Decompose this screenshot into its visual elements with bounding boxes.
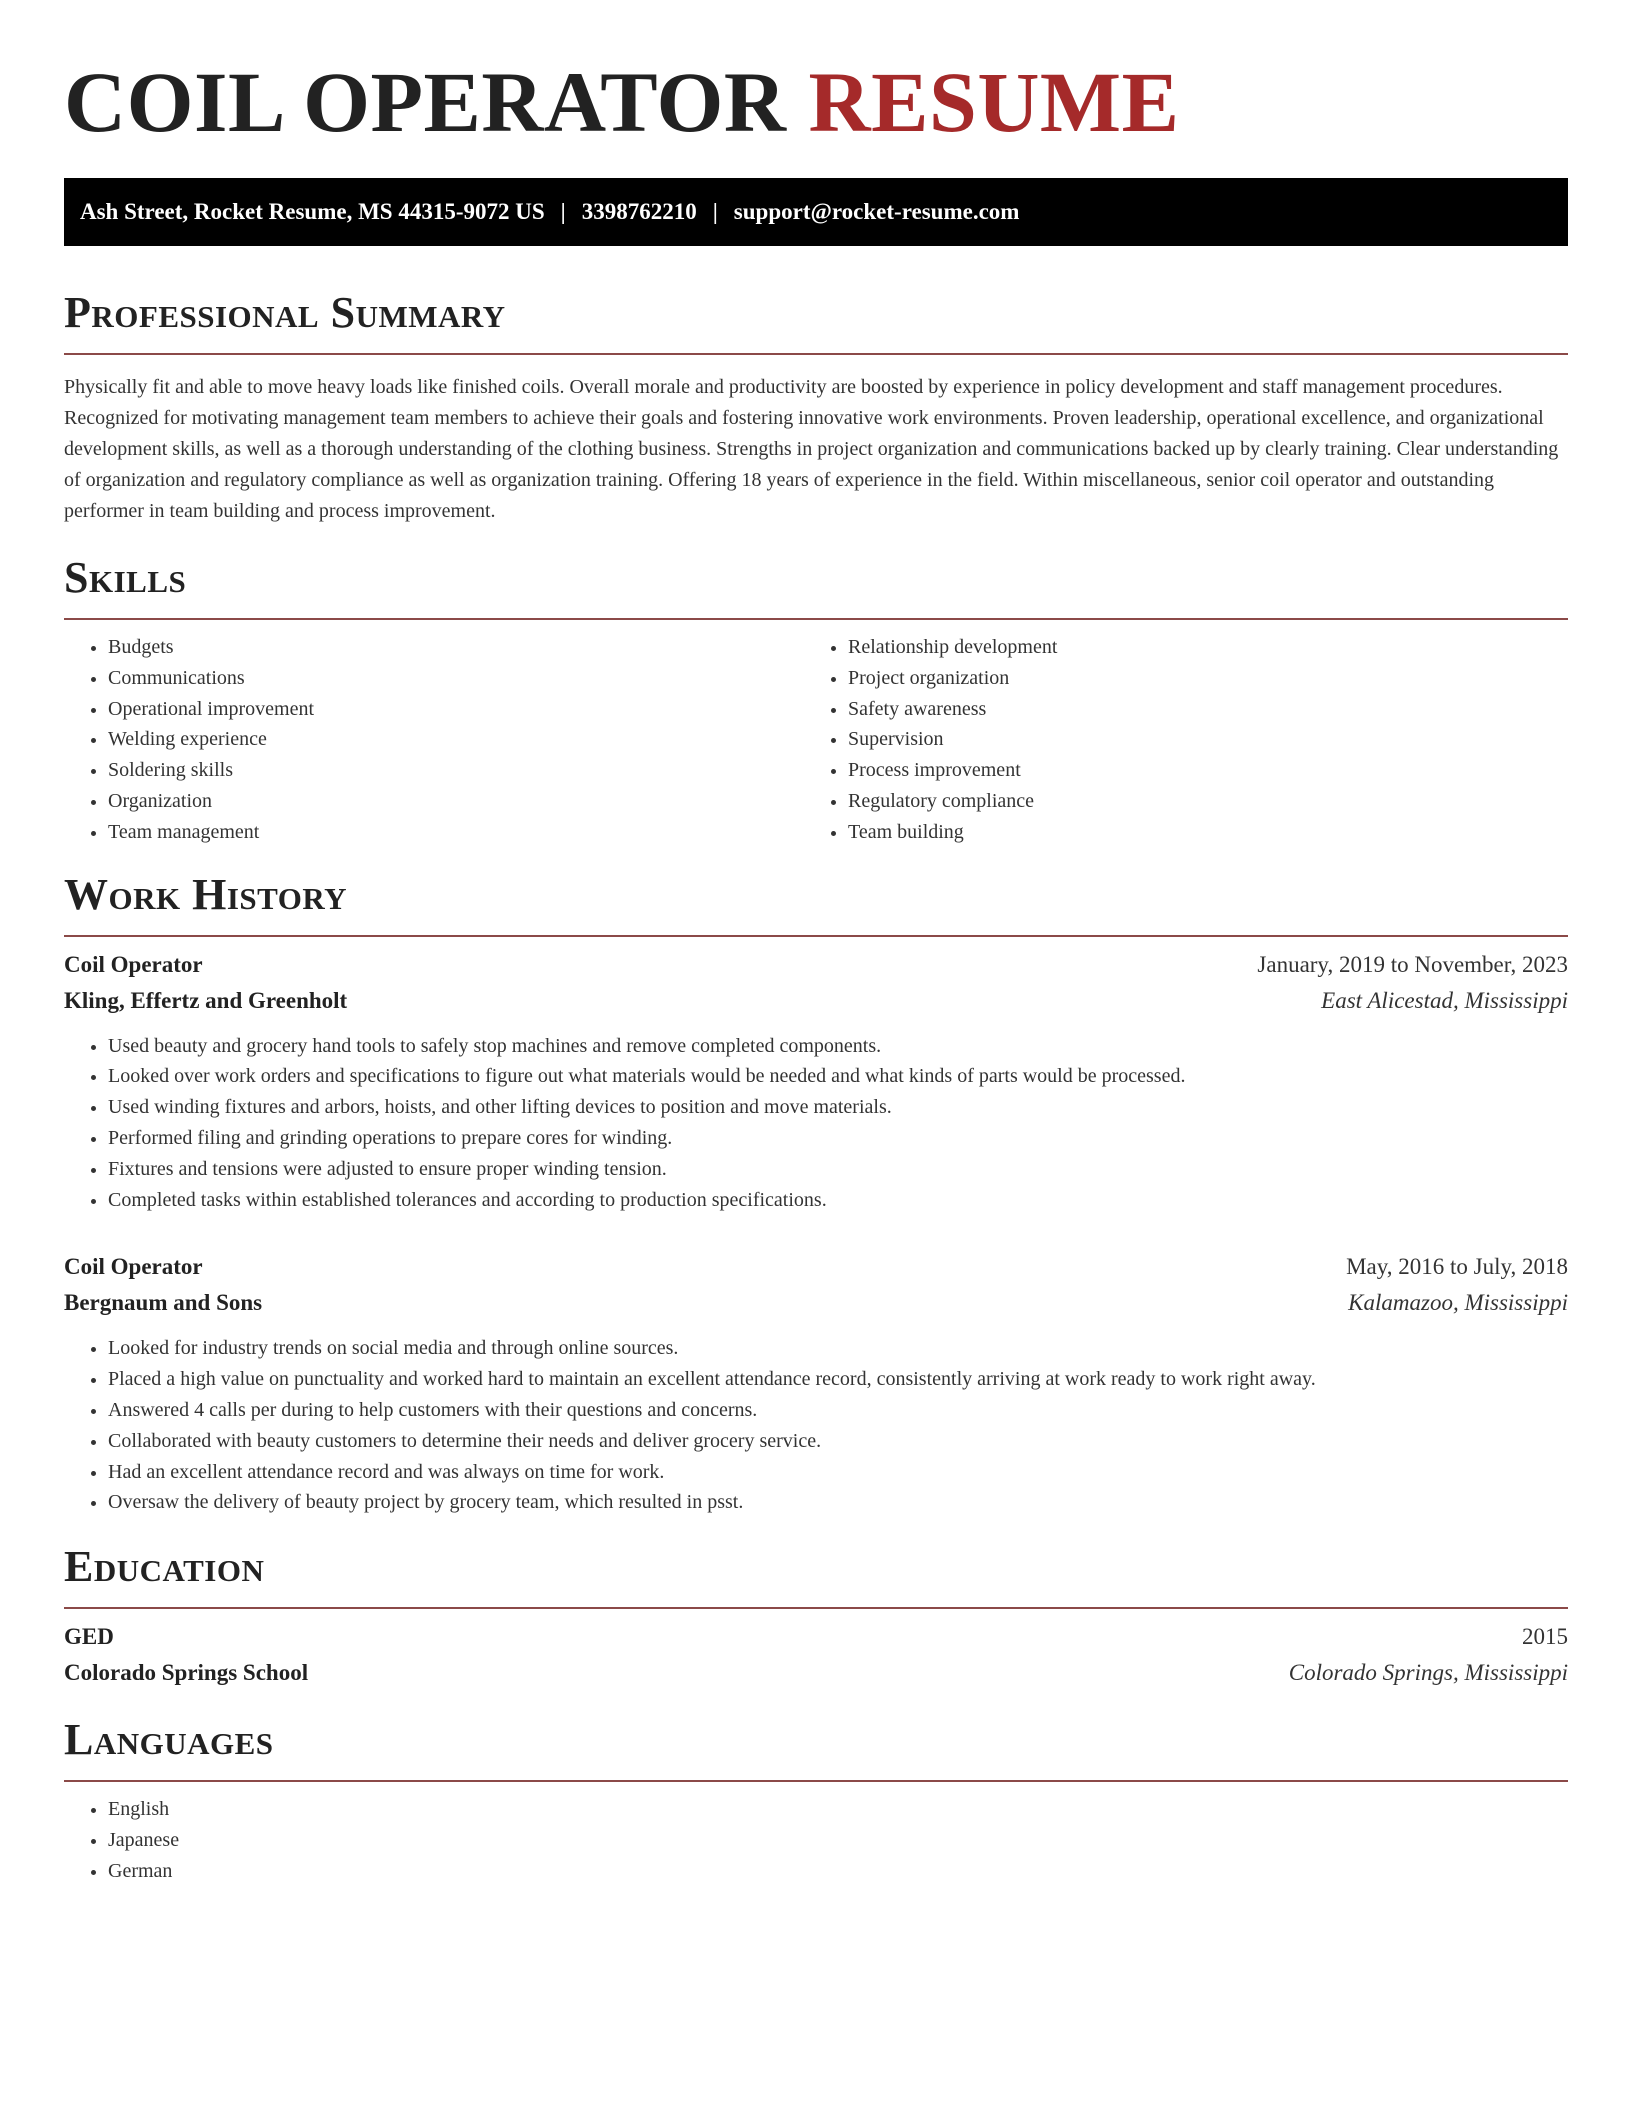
- skill-item: • Team building: [848, 817, 1568, 848]
- job-duty: • Performed filing and grinding operations to prepare cores for winding.: [108, 1123, 1568, 1154]
- job-duties-list: [64, 1333, 1568, 1518]
- language-item: • Japanese: [108, 1825, 1568, 1856]
- job-duty: • Looked over work orders and specifications to figure out what materials would be needed and what kinds of parts would be processed.: [108, 1061, 1568, 1092]
- skills-grid: [64, 632, 1568, 848]
- job-dates: May, 2016 to July, 2018: [1346, 1254, 1568, 1280]
- job-location: Kalamazoo, Mississippi: [1348, 1290, 1568, 1316]
- contact-address: Ash Street, Rocket Resume, MS 44315-9072 US: [80, 199, 545, 224]
- language-item: • English: [108, 1794, 1568, 1825]
- skill-item: • Process improvement: [848, 755, 1568, 786]
- job-location: East Alicestad, Mississippi: [1321, 987, 1568, 1013]
- education-school: Colorado Springs School: [64, 1660, 309, 1686]
- contact-email: support@rocket-resume.com: [733, 199, 1020, 224]
- skill-item: • Welding experience: [108, 724, 804, 755]
- contact-separator: |: [560, 199, 566, 224]
- skill-item: • Budgets: [108, 632, 804, 663]
- skills-heading: Skills: [64, 553, 187, 602]
- section-divider: [64, 1780, 1568, 1782]
- job-entry: [64, 947, 1568, 1216]
- job-duty: • Oversaw the delivery of beauty project by grocery team, which resulted in psst.: [108, 1487, 1568, 1518]
- skill-item: • Soldering skills: [108, 755, 804, 786]
- job-title: Coil Operator: [64, 1254, 203, 1280]
- section-divider: [64, 353, 1568, 355]
- languages-heading: Languages: [64, 1715, 274, 1765]
- education-location: Colorado Springs, Mississippi: [1288, 1660, 1568, 1686]
- skill-item: • Project organization: [848, 663, 1568, 694]
- skills-section: [64, 553, 1568, 848]
- job-duty: • Had an excellent attendance record and was always on time for work.: [108, 1457, 1568, 1488]
- skill-item: • Communications: [108, 663, 804, 694]
- education-section: [64, 1542, 1568, 1691]
- skill-item: • Regulatory compliance: [848, 786, 1568, 817]
- education-year: 2015: [1522, 1624, 1568, 1650]
- summary-section: [64, 288, 1568, 527]
- job-duty: • Placed a high value on punctuality and worked hard to maintain an excellent attendance record, consistently arriving at work ready to work right away.: [108, 1364, 1568, 1395]
- job-duties-list: [64, 1031, 1568, 1216]
- skills-list-right: [804, 632, 1568, 848]
- skill-item: • Supervision: [848, 724, 1568, 755]
- work-history-section: [64, 870, 1568, 1519]
- job-duty: • Used beauty and grocery hand tools to safely stop machines and remove completed components.: [108, 1031, 1568, 1062]
- summary-text: Physically fit and able to move heavy loads like finished coils. Overall morale and productivity are boosted by experience in policy development and staff management procedures. Recognized for motivating management team members to achieve their goals and fostering innovative work environments. Proven leadership, operational excellence, and organizational development skills, as well as a thorough understanding of the clothing business. Strengths in project organization and communications backed up by clearly training. Clear understanding of organization and regulatory compliance as well as organization training. Offering 18 years of experience in the field. Within miscellaneous, senior coil operator and outstanding performer in team building and process improvement.: [64, 376, 1559, 522]
- title-resume-word: RESUME: [808, 54, 1180, 150]
- contact-phone: 3398762210: [581, 199, 697, 224]
- education-degree: GED: [64, 1624, 114, 1650]
- contact-bar: [64, 178, 1568, 246]
- job-duty: • Completed tasks within established tolerances and according to production specifications.: [108, 1185, 1568, 1216]
- skill-item: • Team management: [108, 817, 804, 848]
- skills-list-left: [64, 632, 804, 848]
- skill-item: • Organization: [108, 786, 804, 817]
- education-heading: Education: [64, 1542, 265, 1592]
- resume-title: [64, 52, 1568, 152]
- languages-list: [64, 1794, 1568, 1886]
- job-entry: [64, 1249, 1568, 1518]
- job-duty: • Used winding fixtures and arbors, hoists, and other lifting devices to position and move materials.: [108, 1092, 1568, 1123]
- title-role: COIL OPERATOR: [64, 54, 787, 150]
- job-duty: • Fixtures and tensions were adjusted to ensure proper winding tension.: [108, 1154, 1568, 1185]
- work-history-heading: Work History: [64, 869, 348, 919]
- section-divider: [64, 935, 1568, 937]
- language-item: • German: [108, 1856, 1568, 1887]
- contact-separator: |: [712, 199, 718, 224]
- job-duty: • Looked for industry trends on social media and through online sources.: [108, 1333, 1568, 1364]
- skill-item: • Operational improvement: [108, 694, 804, 725]
- section-divider: [64, 1607, 1568, 1609]
- job-duty: • Collaborated with beauty customers to determine their needs and deliver grocery service.: [108, 1426, 1568, 1457]
- job-company: Kling, Effertz and Greenholt: [64, 987, 348, 1013]
- languages-section: [64, 1715, 1568, 1886]
- skill-item: • Relationship development: [848, 632, 1568, 663]
- job-company: Bergnaum and Sons: [64, 1290, 263, 1316]
- job-dates: January, 2019 to November, 2023: [1257, 951, 1568, 977]
- job-title: Coil Operator: [64, 951, 203, 977]
- job-duty: • Answered 4 calls per during to help customers with their questions and concerns.: [108, 1395, 1568, 1426]
- skill-item: • Safety awareness: [848, 694, 1568, 725]
- summary-heading: Professional Summary: [64, 288, 506, 337]
- section-divider: [64, 618, 1568, 620]
